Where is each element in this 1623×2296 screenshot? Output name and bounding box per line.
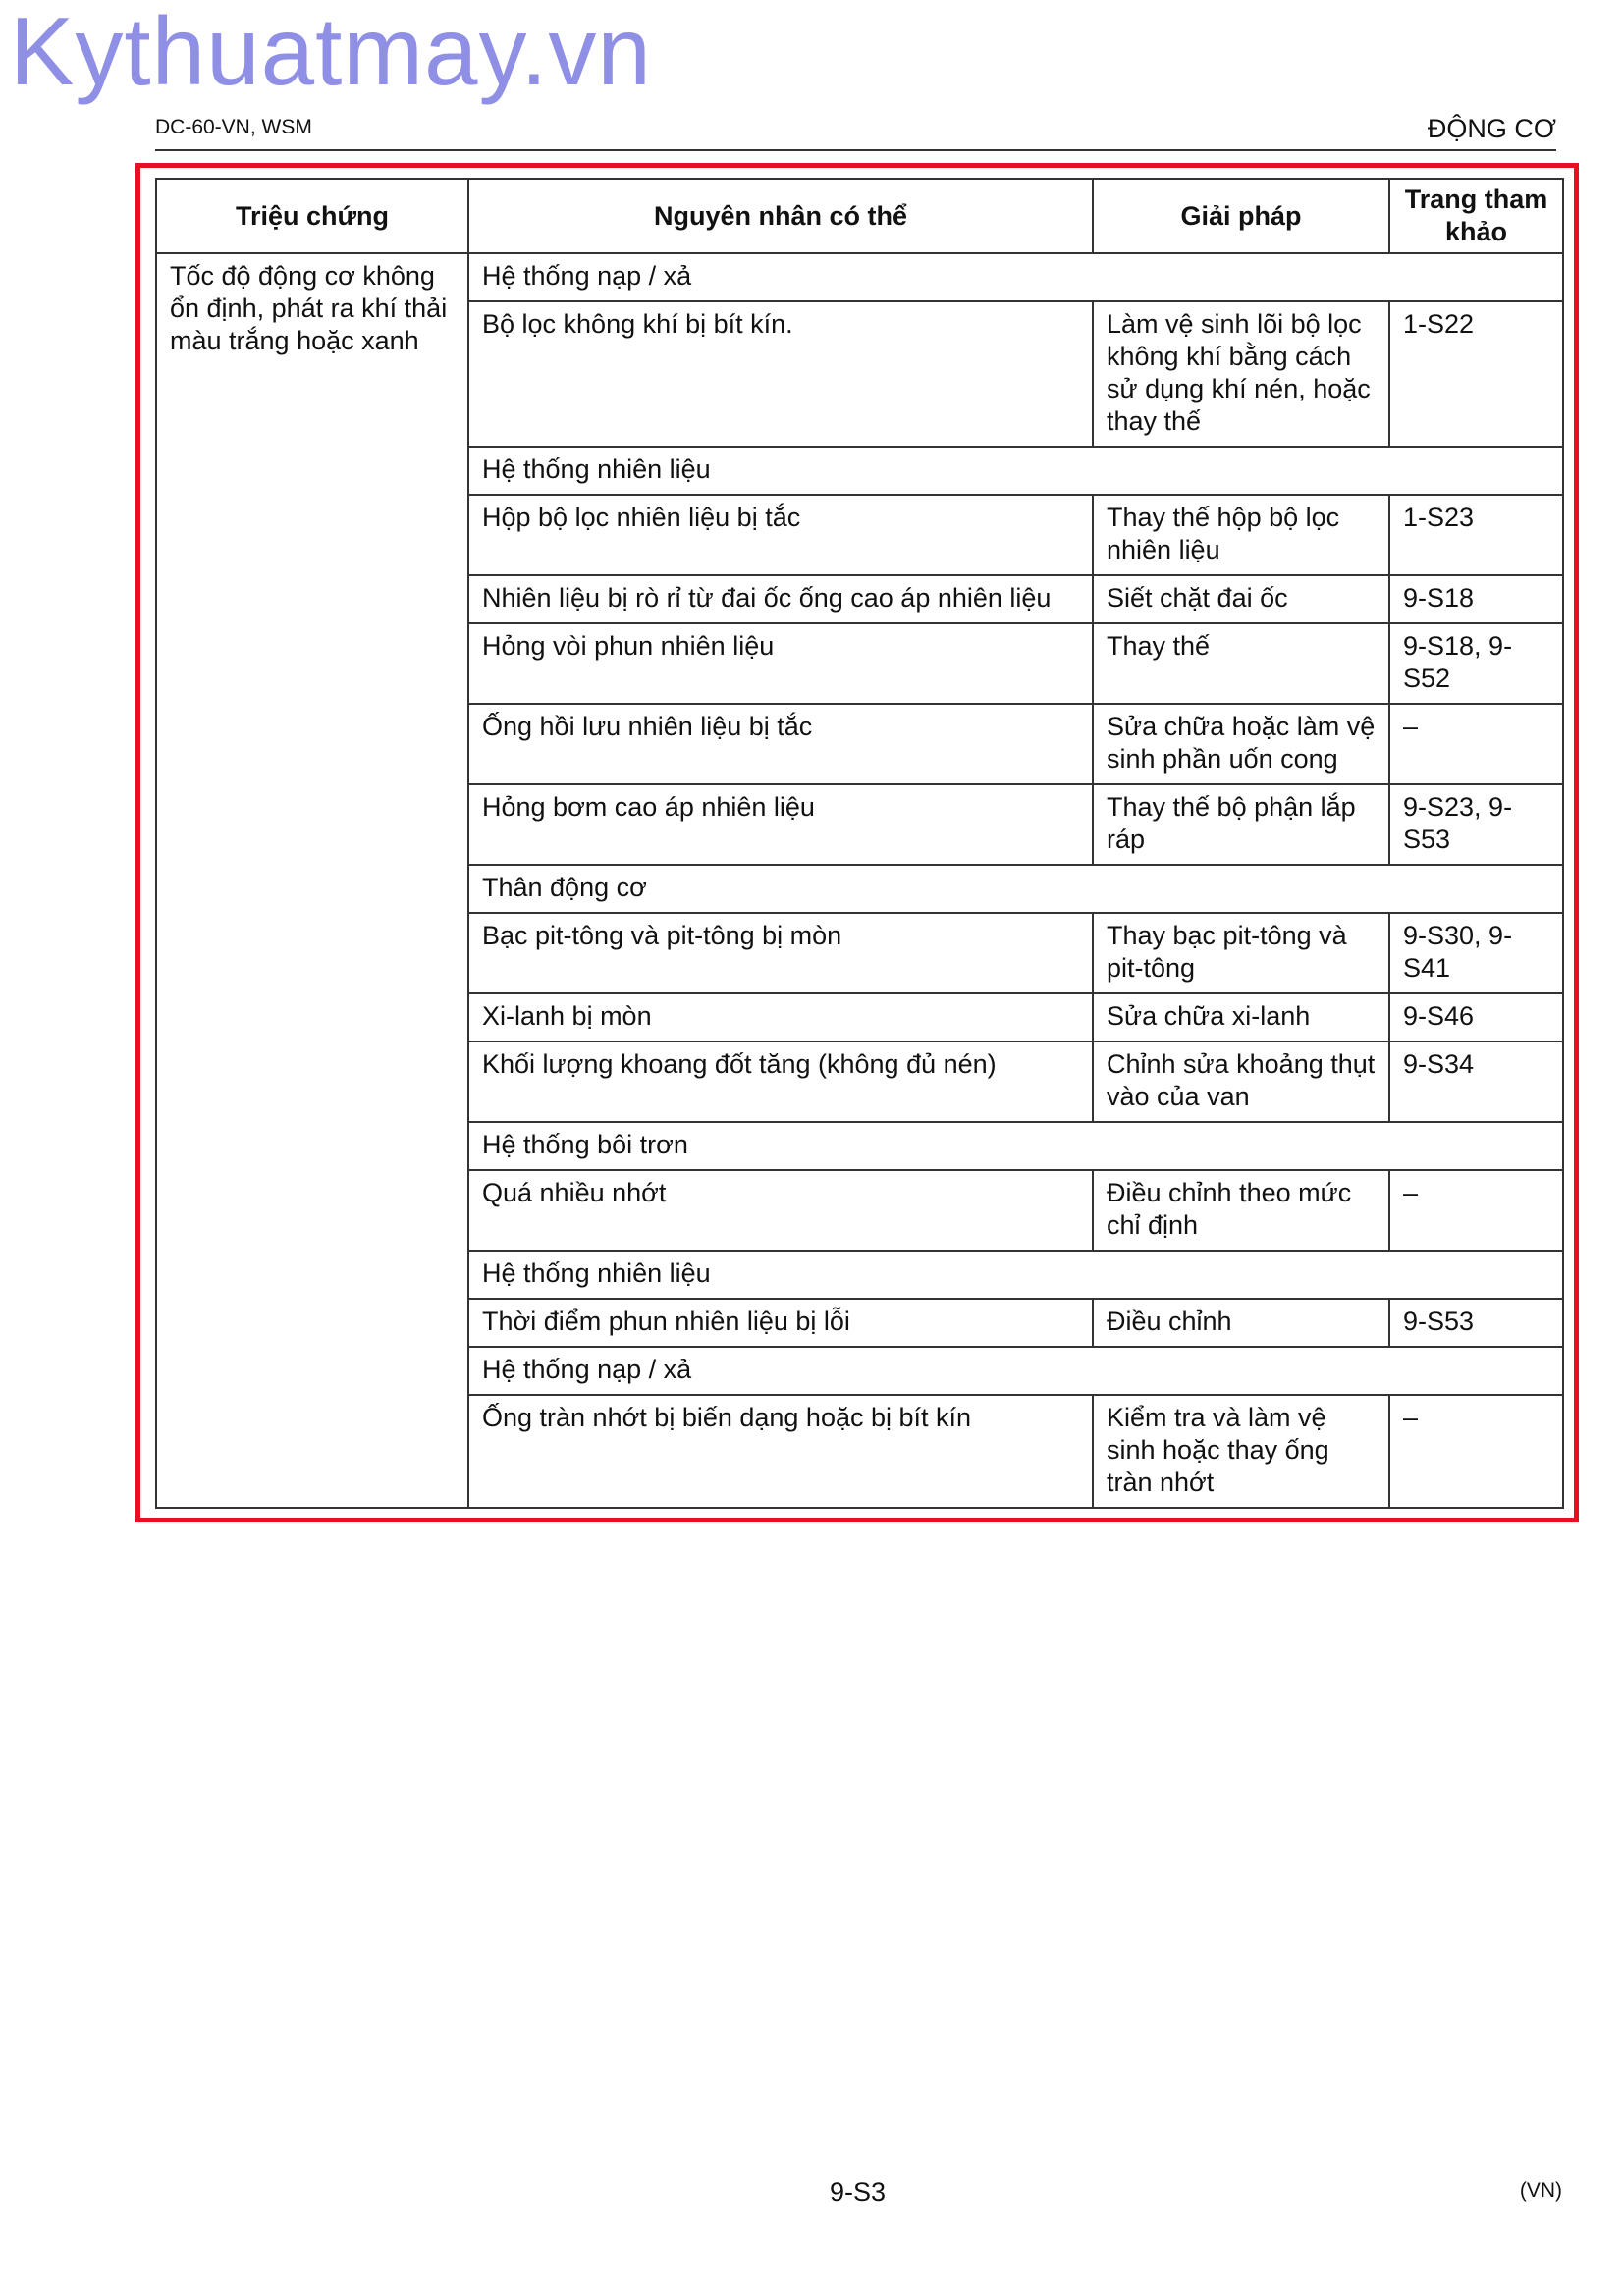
troubleshooting-table [155,178,1564,1509]
reference-cell: – [1389,1395,1563,1508]
reference-cell: 9-S18 [1389,575,1563,623]
solution-cell: Thay thế [1093,623,1389,704]
cause-cell: Hộp bộ lọc nhiên liệu bị tắc [468,495,1093,575]
page-number: 9-S3 [830,2177,887,2207]
table-group-row [156,253,1563,301]
cause-cell: Xi-lanh bị mòn [468,993,1093,1041]
cause-cell: Hỏng vòi phun nhiên liệu [468,623,1093,704]
cause-cell: Ống hồi lưu nhiên liệu bị tắc [468,704,1093,784]
solution-cell: Siết chặt đai ốc [1093,575,1389,623]
cause-cell: Thời điểm phun nhiên liệu bị lỗi [468,1299,1093,1347]
cause-cell: Nhiên liệu bị rò rỉ từ đai ốc ống cao áp nhiên liệu [468,575,1093,623]
reference-cell: 9-S30, 9-S41 [1389,913,1563,993]
table-body [156,253,1563,1508]
solution-cell: Sửa chữa hoặc làm vệ sinh phần uốn cong [1093,704,1389,784]
language-tag: (VN) [1519,2179,1562,2202]
document-code: DC-60-VN, WSM [155,116,312,138]
group-heading: Hệ thống nhiên liệu [468,1251,1563,1299]
group-heading: Hệ thống nhiên liệu [468,447,1563,495]
reference-cell: 9-S34 [1389,1041,1563,1122]
solution-cell: Chỉnh sửa khoảng thụt vào của van [1093,1041,1389,1122]
group-heading: Thân động cơ [468,865,1563,913]
group-heading: Hệ thống nạp / xả [468,1347,1563,1395]
header-reference: Trang tham khảo [1389,179,1563,253]
reference-cell: 9-S23, 9-S53 [1389,784,1563,865]
cause-cell: Ống tràn nhớt bị biến dạng hoặc bị bít kín [468,1395,1093,1508]
header-cause: Nguyên nhân có thể [468,179,1093,253]
solution-cell: Điều chỉnh [1093,1299,1389,1347]
group-heading: Hệ thống nạp / xả [468,253,1563,301]
solution-cell: Thay thế bộ phận lắp ráp [1093,784,1389,865]
solution-cell: Thay thế hộp bộ lọc nhiên liệu [1093,495,1389,575]
header-symptom: Triệu chứng [156,179,468,253]
watermark-logo: Kythuatmay.vn [10,0,652,105]
cause-cell: Quá nhiều nhớt [468,1170,1093,1251]
reference-cell: 9-S46 [1389,993,1563,1041]
reference-cell: 1-S23 [1389,495,1563,575]
header-solution: Giải pháp [1093,179,1389,253]
cause-cell: Khối lượng khoang đốt tăng (không đủ nén) [468,1041,1093,1122]
reference-cell: 9-S18, 9-S52 [1389,623,1563,704]
section-title: ĐỘNG CƠ [1427,114,1556,143]
cause-cell: Bộ lọc không khí bị bít kín. [468,301,1093,447]
reference-cell: – [1389,1170,1563,1251]
solution-cell: Làm vệ sinh lõi bộ lọc không khí bằng cách sử dụng khí nén, hoặc thay thế [1093,301,1389,447]
symptom-cell: Tốc độ động cơ không ổn định, phát ra khí thải màu trắng hoặc xanh [156,253,468,1508]
group-heading: Hệ thống bôi trơn [468,1122,1563,1170]
header-divider [155,149,1556,151]
reference-cell: – [1389,704,1563,784]
solution-cell: Sửa chữa xi-lanh [1093,993,1389,1041]
reference-cell: 1-S22 [1389,301,1563,447]
cause-cell: Bạc pit-tông và pit-tông bị mòn [468,913,1093,993]
solution-cell: Điều chỉnh theo mức chỉ định [1093,1170,1389,1251]
cause-cell: Hỏng bơm cao áp nhiên liệu [468,784,1093,865]
solution-cell: Kiểm tra và làm vệ sinh hoặc thay ống tràn nhớt [1093,1395,1389,1508]
reference-cell: 9-S53 [1389,1299,1563,1347]
solution-cell: Thay bạc pit-tông và pit-tông [1093,913,1389,993]
table-header-row [156,179,1563,253]
